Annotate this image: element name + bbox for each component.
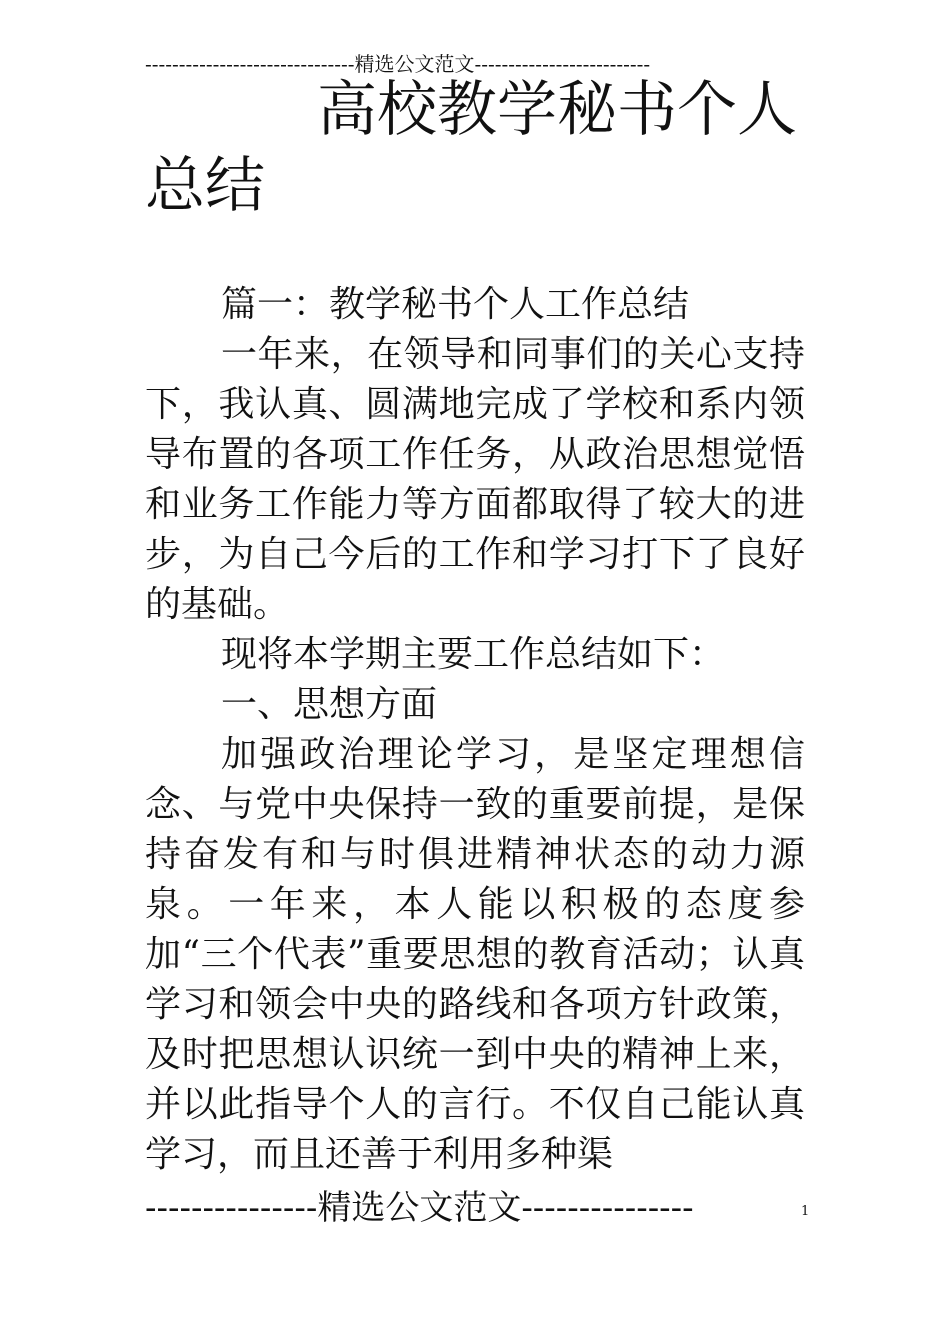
page-number: 1 xyxy=(801,1204,810,1219)
title-line-1: 高校教学秘书个人 xyxy=(317,75,797,145)
thought-paragraph: 加强政治理论学习，是坚定理想信念、与党中央保持一致的重要前提，是保持奋发有和与时俱进精神状态的动力源泉。一年来，本人能以积极的态度参加“三个代表”重要思想的教育活动；认真学习和领会中央的路线和各项方针政策，及时把思想认识统一到中央的精神上来，并以此指导个人的言行。不仅自己能认真学习，而且还善于利用多种渠 xyxy=(145,734,805,1175)
subsection-heading: 一、思想方面 xyxy=(221,684,438,725)
section-heading: 篇一：教学秘书个人工作总结 xyxy=(221,284,690,325)
summary-lead: 现将本学期主要工作总结如下： xyxy=(221,634,726,675)
document-body xyxy=(145,280,805,1180)
page-footer: ---------------精选公文范文--------------- xyxy=(145,1188,694,1228)
document-title xyxy=(145,72,805,224)
title-line-2: 总结 xyxy=(145,151,265,221)
page-header: -------------------------------精选公文范文-------------------------- xyxy=(145,52,651,76)
intro-paragraph: 一年来，在领导和同事们的关心支持下，我认真、圆满地完成了学校和系内领导布置的各项工作任务，从政治思想觉悟和业务工作能力等方面都取得了较大的进步，为自己今后的工作和学习打下了良好的基础。 xyxy=(145,334,805,625)
